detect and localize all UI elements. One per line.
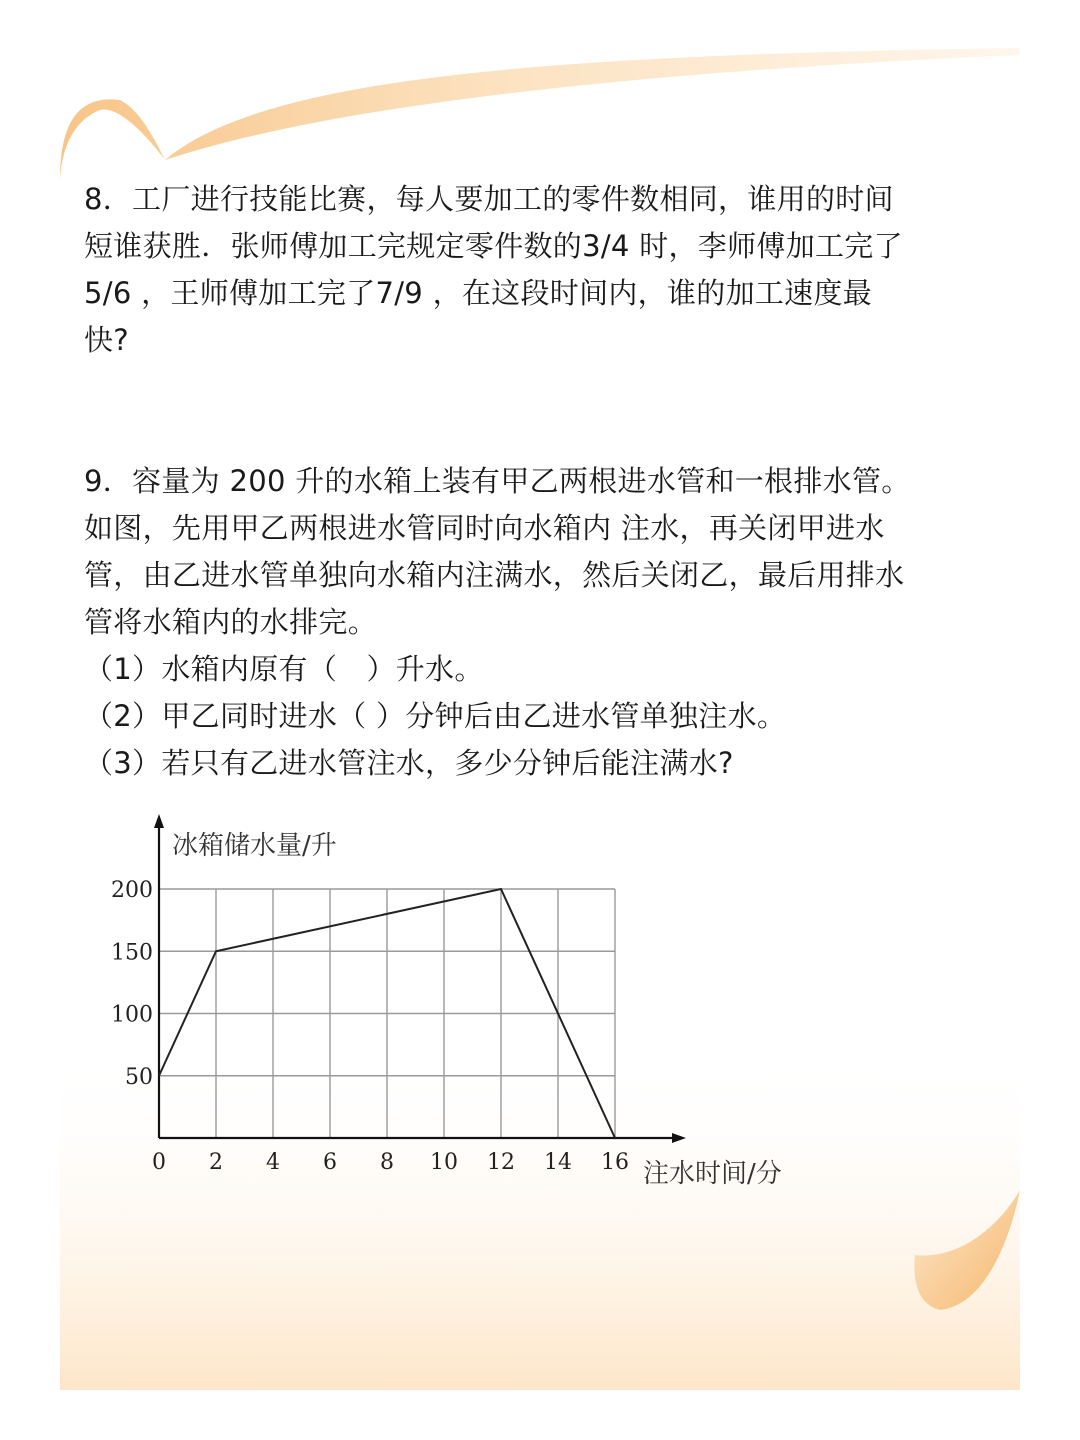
problem-8-line-3: 5/6 ，王师傅加工完了7/9 ，在这段时间内，谁的加工速度最 — [84, 276, 873, 310]
x-tick-label-10: 10 — [430, 1150, 458, 1175]
problem-8 — [84, 176, 1004, 364]
sub-question-1: （1）水箱内原有（ ）升水。 — [84, 652, 484, 686]
problem-9-line-1: 9．容量为 200 升的水箱上装有甲乙两根进水管和一根排水管。 — [84, 464, 911, 498]
x-tick-label-2: 2 — [209, 1150, 223, 1175]
x-axis-label: 注水时间/分 — [643, 1159, 782, 1189]
x-tick-label-4: 4 — [266, 1150, 280, 1175]
x-tick-label-6: 6 — [323, 1150, 337, 1175]
x-tick-label-8: 8 — [380, 1150, 394, 1175]
x-tick-label-12: 12 — [487, 1150, 515, 1175]
sub-question-3: （3）若只有乙进水管注水，多少分钟后能注满水? — [84, 746, 734, 780]
x-tick-label-0: 0 — [152, 1150, 166, 1175]
problem-8-line-4: 快? — [84, 323, 129, 357]
problem-9-line-4: 管将水箱内的水排完。 — [84, 605, 378, 639]
y-tick-label-150: 150 — [111, 940, 153, 966]
water-tank-chart — [100, 808, 820, 1208]
y-tick-label-100: 100 — [111, 1002, 153, 1028]
chart-axes — [154, 814, 686, 1143]
x-axis-arrow — [672, 1133, 686, 1143]
y-tick-label-50: 50 — [125, 1064, 153, 1090]
problem-9 — [84, 458, 1004, 787]
problem-8-line-1: 8．工厂进行技能比赛，每人要加工的零件数相同，谁用的时间 — [84, 182, 894, 216]
sub-question-2: （2）甲乙同时进水（ ）分钟后由乙进水管单独注水。 — [84, 699, 787, 733]
problem-9-line-3: 管，由乙进水管单独向水箱内注满水，然后关闭乙，最后用排水 — [84, 558, 905, 592]
problem-9-line-2: 如图，先用甲乙两根进水管同时向水箱内 注水，再关闭甲进水 — [84, 511, 885, 545]
x-tick-label-16: 16 — [601, 1150, 629, 1175]
content — [84, 176, 1004, 787]
problem-8-line-2: 短谁获胜．张师傅加工完规定零件数的3/4 时，李师傅加工完了 — [84, 229, 903, 263]
y-tick-label-200: 200 — [111, 878, 153, 903]
chart-ticks — [111, 878, 629, 1175]
y-axis-label: 冰箱储水量/升 — [172, 831, 337, 861]
x-tick-label-14: 14 — [544, 1150, 572, 1175]
y-axis-arrow — [154, 814, 164, 828]
chart-grid — [159, 889, 615, 1138]
